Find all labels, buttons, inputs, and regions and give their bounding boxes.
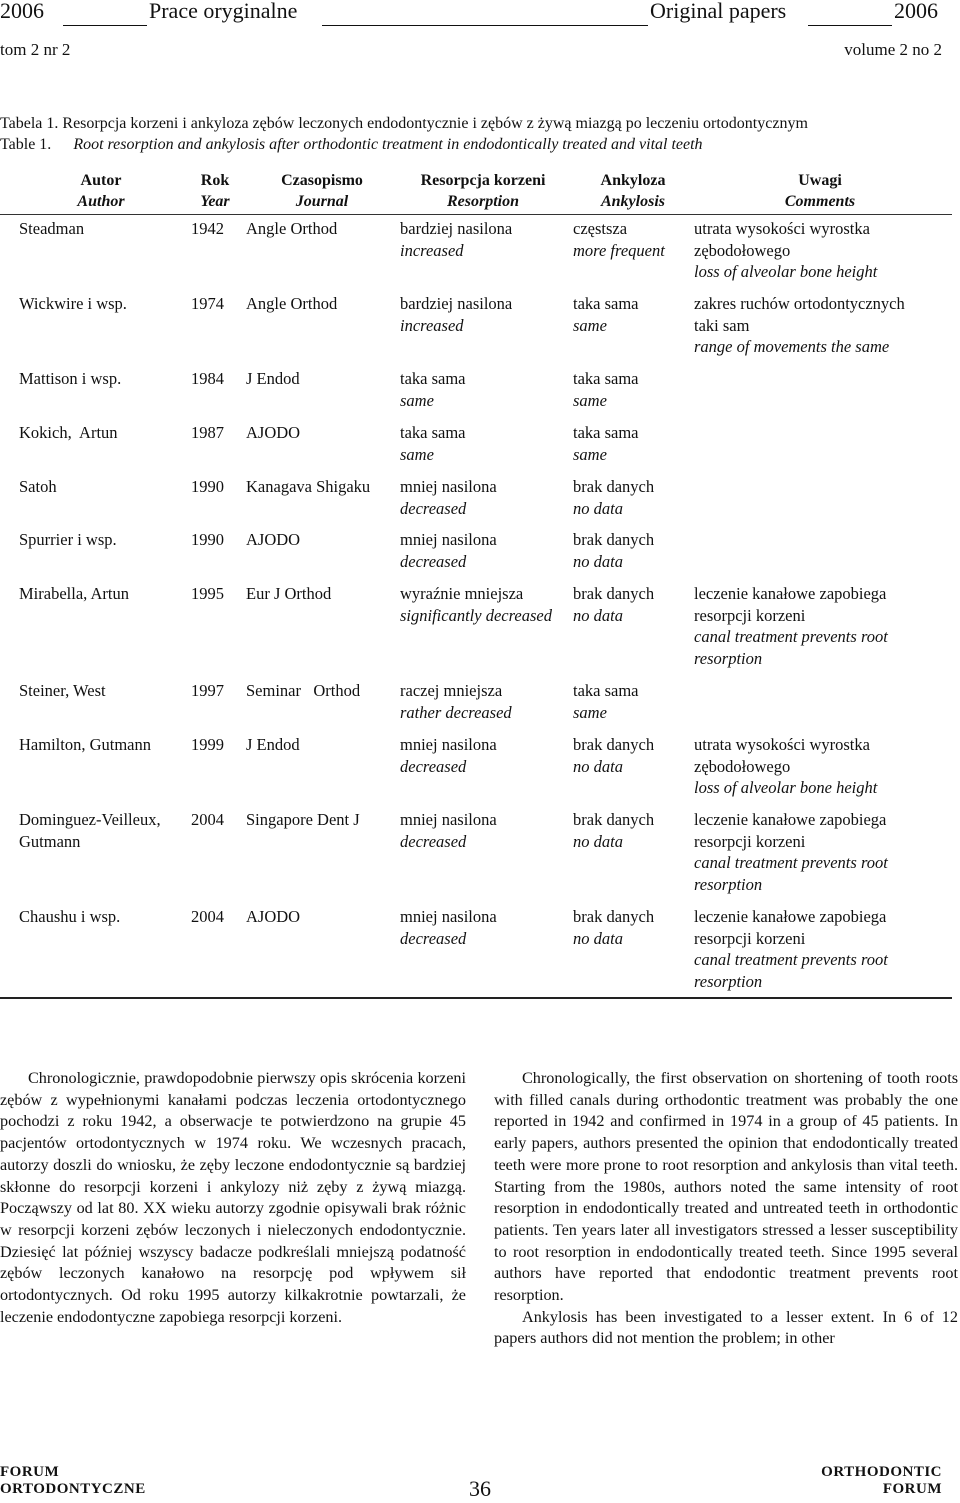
comments-cell: leczenie kanałowe zapobiega resorpcji korzeni canal treatment prevents root resorption [694,907,888,991]
author-cell: Spurrier i wsp. [19,530,117,549]
year-cell: 1997 [191,681,224,700]
author-cell: Satoh [19,477,57,496]
ankylosis-cell: taka sama same [573,681,639,722]
author-cell: Mattison i wsp. [19,369,122,388]
header-volume-pl: tom 2 nr 2 [0,40,71,59]
header-year-left: 2006 [0,0,44,23]
comments-cell: utrata wysokości wyrostka zębodołowego loss of alveolar bone height [694,735,878,797]
author-cell: Mirabella, Artun [19,584,129,603]
journal-cell: Angle Orthod [246,219,338,238]
author-cell: Hamilton, Gutmann [19,735,151,754]
ankylosis-cell: brak danych no data [573,530,655,571]
comments-cell: utrata wysokości wyrostka zębodołowego loss of alveolar bone height [694,219,878,281]
resorption-cell: mniej nasilona decreased [400,810,497,851]
header-volume-en: volume 2 no 2 [844,40,942,59]
ankylosis-cell: taka sama same [573,369,639,410]
footer-journal-en-line1: ORTHODONTIC [821,1464,942,1480]
year-cell: 2004 [191,907,224,926]
author-cell: Steadman [19,219,85,238]
year-cell: 1999 [191,735,224,754]
paragraph-en-1: Chronologically, the first observation on shortening of tooth roots with filled canals during orthodontic treatment was probably the one reported in 1942 and confirmed in 1974 in a group of 45 patients. In early papers, authors presented the opinion that endodontically treated teeth were more prone to root resorption and ankylosis than vital teeth. Starting from the 1980s, authors noted the same intensity of root resorption in endodontically treated and untreated teeth in orthodontic patients. Ten years later all investigators stressed a lesser susceptibility to root resorption in endodontically treated teeth. Since 1995 several authors have reported that endodontic treatment prevents root resorption. [494,1069,958,1305]
year-cell: 1995 [191,584,224,603]
comments-cell: leczenie kanałowe zapobiega resorpcji korzeni canal treatment prevents root resorption [694,584,888,668]
journal-cell: Kanagava Shigaku [246,477,371,496]
journal-cell: Singapore Dent J [246,810,360,829]
journal-cell: J Endod [246,735,300,754]
resorption-cell: bardziej nasilona increased [400,294,513,335]
table-caption-en-text: Root resorption and ankylosis after orthodontic treatment in endodontically treated and vital teeth [73,136,703,153]
resorption-cell: raczej mniejsza rather decreased [400,681,512,722]
page-number: 36 [469,1476,491,1501]
year-cell: 1990 [191,477,224,496]
ankylosis-cell: brak danych no data [573,735,655,776]
year-cell: 1974 [191,294,224,313]
journal-cell: AJODO [246,530,301,549]
resorption-cell: taka sama same [400,423,466,464]
ankylosis-cell: brak danych no data [573,810,655,851]
header-rule-right [808,25,892,26]
journal-cell: J Endod [246,369,300,388]
footer-journal-pl-line2: ORTODONTYCZNE [0,1481,146,1497]
author-cell: Wickwire i wsp. [19,294,127,313]
paragraph-en-2: Ankylosis has been investigated to a lesser extent. In 6 of 12 papers authors did not mention the problem; in other [494,1307,958,1348]
column-header-year: Rok Year [200,172,230,210]
table-caption-en-prefix: Table 1. [0,136,52,153]
header-section-pl: Prace oryginalne [149,0,298,23]
table-bottom-rule [0,997,952,999]
ankylosis-cell: brak danych no data [573,907,655,948]
ankylosis-cell: taka sama same [573,294,639,335]
footer-journal-en-line2: FORUM [882,1481,942,1497]
author-cell: Steiner, West [19,681,106,700]
footer-journal-pl-line1: FORUM [0,1464,60,1480]
author-cell: Dominguez-Veilleux, Gutmann [19,810,161,851]
comments-cell: zakres ruchów ortodontycznych taki sam range of movements the same [694,294,905,356]
column-header-comments: Uwagi Comments [784,172,856,210]
resorption-cell: taka sama same [400,369,466,410]
ankylosis-cell: brak danych no data [573,477,655,518]
journal-cell: AJODO [246,423,301,442]
year-cell: 1987 [191,423,224,442]
body-column-en [494,1068,958,1350]
year-cell: 1990 [191,530,224,549]
resorption-cell: mniej nasilona decreased [400,530,497,571]
header-rule-middle [322,25,648,26]
year-cell: 1942 [191,219,224,238]
paragraph-pl-1: Chronologicznie, prawdopodobnie pierwszy opis skrócenia korzeni zębów z wypełnionymi kanałami podczas leczenia ortodontycznego pochodzi z roku 1942, a obserwacje te potwierdzono na grupie 45 pacjentów ortodontycznych w 1974 roku. We wczesnych pracach, autorzy doszli do wniosku, że zęby leczone endodontycznie są bardziej skłonne do resorpcji korzeni i ankylozy niż zęby z żywą miazgą. Począwszy od lat 80. XX wieku autorzy zgodnie opisywali brak różnic w resorpcji korzeni zębów leczonych i nieleczonych endodontycznie. Dziesięć lat później wszyscy badacze podkreślali mniejszą podatność zębów leczonych kanałowo na resorpcję pod wpływem sił ortodontycznych. Od roku 1995 autorzy kilkakrotnie powtarzali, że leczenie endodontyczne zapobiega resorpcji korzeni. [0,1069,466,1326]
header-rule-left [63,25,147,26]
column-header-journal: Czasopismo Journal [281,172,363,210]
journal-cell: Angle Orthod [246,294,338,313]
body-column-pl [0,1068,466,1328]
journal-cell: Eur J Orthod [246,584,332,603]
footer-journal-en [821,1464,942,1498]
resorption-cell: mniej nasilona decreased [400,477,497,518]
resorption-cell: wyraźnie mniejsza significantly decreased [400,584,552,625]
table-caption-en [0,134,703,156]
ankylosis-cell: brak danych no data [573,584,655,625]
journal-cell: Seminar Orthod [246,681,361,700]
journal-cell: AJODO [246,907,301,926]
comments-cell: leczenie kanałowe zapobiega resorpcji korzeni canal treatment prevents root resorption [694,810,888,894]
column-header-resorption: Resorpcja korzeni Resorption [420,172,546,210]
ankylosis-cell: taka sama same [573,423,639,464]
author-cell: Chaushu i wsp. [19,907,121,926]
year-cell: 1984 [191,369,224,388]
ankylosis-cell: częstsza more frequent [573,219,665,260]
author-cell: Kokich, Artun [19,423,118,442]
column-header-ankylosis: Ankyloza Ankylosis [600,172,666,210]
year-cell: 2004 [191,810,224,829]
resorption-cell: mniej nasilona decreased [400,735,497,776]
resorption-cell: bardziej nasilona increased [400,219,513,260]
resorption-cell: mniej nasilona decreased [400,907,497,948]
column-header-author: Autor Author [77,172,125,210]
table-header-rule [0,214,952,215]
table-caption-pl: Tabela 1. Resorpcja korzeni i ankyloza zębów leczonych endodontycznie i zębów z żywą miazgą po leczeniu ortodontycznym [0,115,808,132]
header-section-en: Original papers [650,0,787,23]
header-year-right: 2006 [894,0,938,23]
